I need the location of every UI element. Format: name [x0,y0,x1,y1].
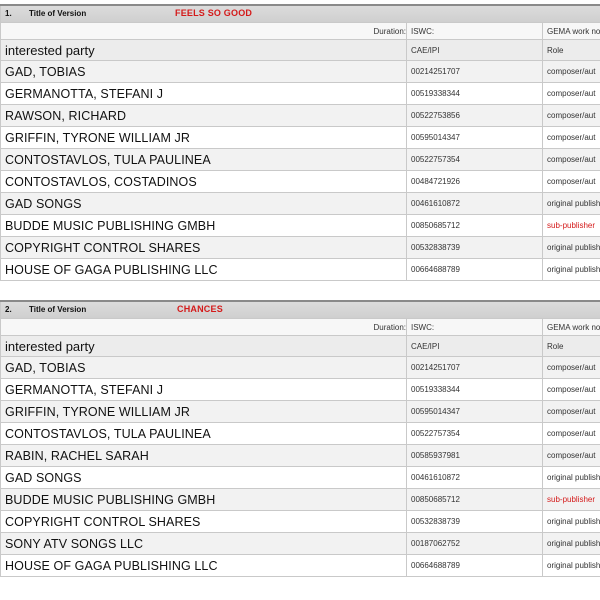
party-role: composer/aut [543,127,600,149]
cae-ipi-number: 00522757354 [407,149,543,171]
party-name: GAD, TOBIAS [1,357,407,379]
meta-row [1,23,600,40]
table-row [1,193,600,215]
table-row [1,401,600,423]
party-role: original publish [543,237,600,259]
table-row [1,105,600,127]
version-title: CHANCES [177,304,223,314]
column-header-row [1,40,600,61]
party-role: composer/aut [543,379,600,401]
cae-ipi-number: 00461610872 [407,467,543,489]
cae-ipi-number: 00214251707 [407,61,543,83]
party-name: HOUSE OF GAGA PUBLISHING LLC [1,259,407,281]
table-row [1,171,600,193]
party-name: GRIFFIN, TYRONE WILLIAM JR [1,401,407,423]
party-role: sub-publisher [543,489,600,511]
party-role: sub-publisher [543,215,600,237]
party-name: BUDDE MUSIC PUBLISHING GMBH [1,489,407,511]
party-role: composer/aut [543,423,600,445]
cae-ipi-number: 00484721926 [407,171,543,193]
header-role: Role [543,336,600,357]
duration-label: Duration: [1,319,407,336]
party-role: composer/aut [543,401,600,423]
party-role: original publish [543,555,600,577]
cae-ipi-number: 00664688789 [407,555,543,577]
version-number: 1. [5,9,12,18]
column-header-row [1,336,600,357]
table-row [1,511,600,533]
party-name: GAD SONGS [1,193,407,215]
party-name: HOUSE OF GAGA PUBLISHING LLC [1,555,407,577]
party-rows [1,61,600,281]
party-role: composer/aut [543,149,600,171]
table-row [1,379,600,401]
cae-ipi-number: 00214251707 [407,357,543,379]
party-role: composer/aut [543,445,600,467]
party-name: SONY ATV SONGS LLC [1,533,407,555]
iswc-label: ISWC: [407,319,543,336]
cae-ipi-number: 00585937981 [407,445,543,467]
party-role: original publish [543,467,600,489]
party-role: composer/aut [543,171,600,193]
table-row [1,467,600,489]
party-name: RAWSON, RICHARD [1,105,407,127]
table-row [1,215,600,237]
gema-work-no-label: GEMA work no [543,319,600,336]
party-role: composer/aut [543,105,600,127]
party-rows [1,357,600,577]
version-table [0,4,600,281]
header-cae-ipi: CAE/IPI [407,336,543,357]
party-name: CONTOSTAVLOS, COSTADINOS [1,171,407,193]
version-number: 2. [5,305,12,314]
cae-ipi-number: 00532838739 [407,511,543,533]
header-interested-party: interested party [1,336,407,357]
cae-ipi-number: 00522757354 [407,423,543,445]
header-cae-ipi: CAE/IPI [407,40,543,61]
party-name: GRIFFIN, TYRONE WILLIAM JR [1,127,407,149]
party-name: CONTOSTAVLOS, TULA PAULINEA [1,423,407,445]
cae-ipi-number: 00595014347 [407,401,543,423]
party-name: GERMANOTTA, STEFANI J [1,83,407,105]
version-title: FEELS SO GOOD [175,8,253,18]
party-role: original publish [543,193,600,215]
header-interested-party: interested party [1,40,407,61]
version-block-1 [0,4,600,281]
party-name: BUDDE MUSIC PUBLISHING GMBH [1,215,407,237]
cae-ipi-number: 00461610872 [407,193,543,215]
version-title-row [1,301,600,319]
table-row [1,555,600,577]
party-role: original publish [543,533,600,555]
cae-ipi-number: 00519338344 [407,379,543,401]
cae-ipi-number: 00850685712 [407,215,543,237]
table-row [1,357,600,379]
party-role: composer/aut [543,357,600,379]
cae-ipi-number: 00519338344 [407,83,543,105]
party-name: GERMANOTTA, STEFANI J [1,379,407,401]
table-row [1,127,600,149]
party-role: composer/aut [543,61,600,83]
title-of-version-label: Title of Version [29,9,87,18]
version-title-row [1,5,600,23]
cae-ipi-number: 00850685712 [407,489,543,511]
title-of-version-label: Title of Version [29,305,87,314]
party-name: GAD, TOBIAS [1,61,407,83]
table-row [1,259,600,281]
cae-ipi-number: 00595014347 [407,127,543,149]
gema-work-no-label: GEMA work no [543,23,600,40]
iswc-label: ISWC: [407,23,543,40]
cae-ipi-number: 00522753856 [407,105,543,127]
table-row [1,83,600,105]
meta-row [1,319,600,336]
party-name: COPYRIGHT CONTROL SHARES [1,237,407,259]
party-role: original publish [543,511,600,533]
party-role: original publish [543,259,600,281]
table-row [1,445,600,467]
table-row [1,489,600,511]
party-name: RABIN, RACHEL SARAH [1,445,407,467]
table-row [1,237,600,259]
table-row [1,61,600,83]
header-role: Role [543,40,600,61]
version-table [0,300,600,577]
table-row [1,533,600,555]
party-role: composer/aut [543,83,600,105]
duration-label: Duration: [1,23,407,40]
table-row [1,423,600,445]
party-name: COPYRIGHT CONTROL SHARES [1,511,407,533]
cae-ipi-number: 00187062752 [407,533,543,555]
party-name: CONTOSTAVLOS, TULA PAULINEA [1,149,407,171]
cae-ipi-number: 00664688789 [407,259,543,281]
party-name: GAD SONGS [1,467,407,489]
table-row [1,149,600,171]
version-block-2 [0,300,600,577]
cae-ipi-number: 00532838739 [407,237,543,259]
